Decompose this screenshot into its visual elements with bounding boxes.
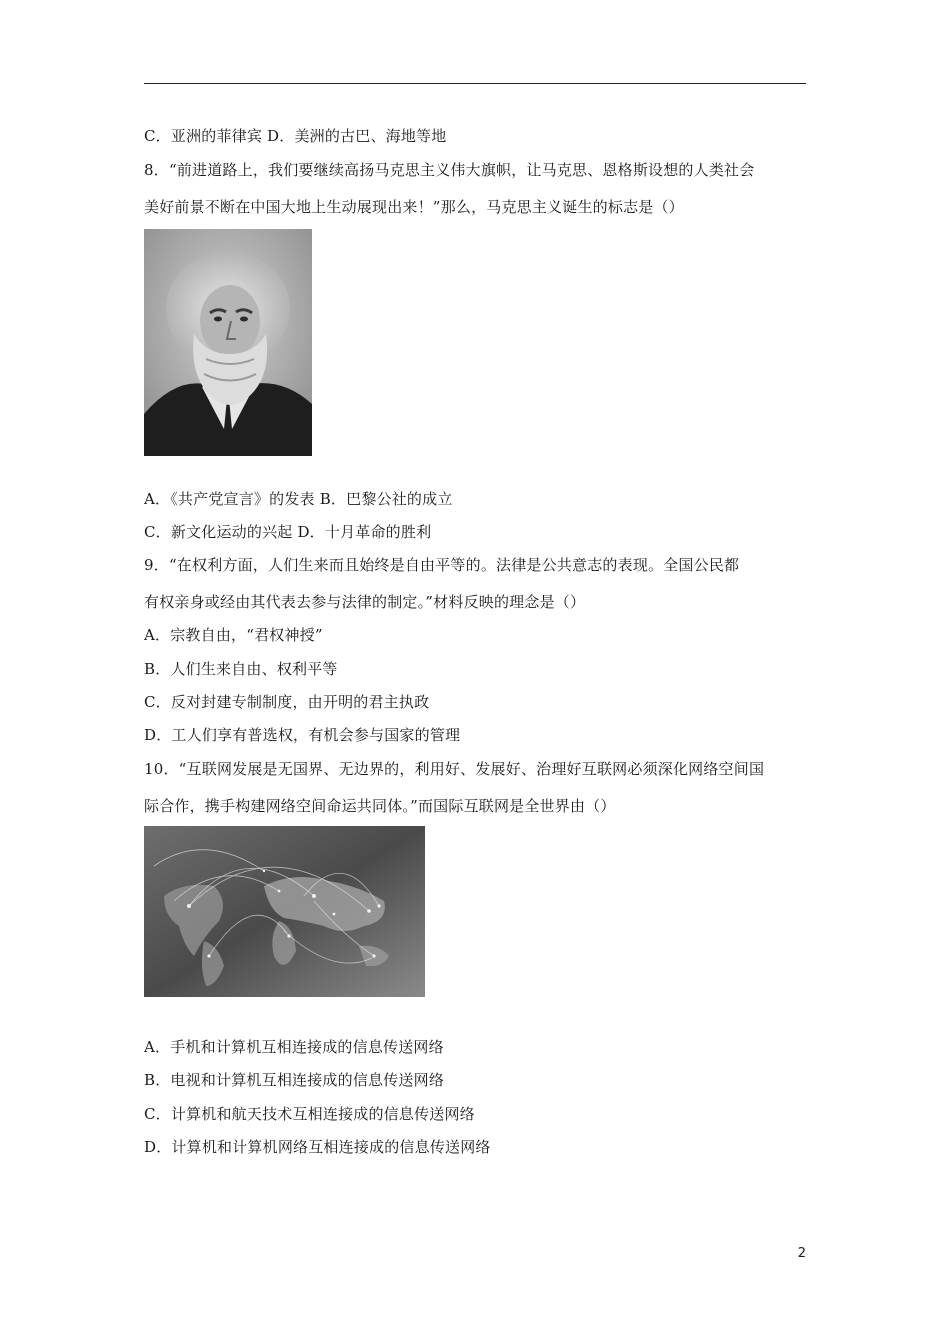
q10-stem-line-1: 10．“互联网发展是无国界、无边界的，利用好、发展好、治理好互联网必须深化网络空间国 xyxy=(144,760,765,778)
q9-option-d: D．工人们享有普选权，有机会参与国家的管理 xyxy=(144,726,461,744)
q8-stem-line-2: 美好前景不断在中国大地上生动展现出来！”那么，马克思主义诞生的标志是（） xyxy=(144,198,684,216)
q9-stem-line-2: 有权亲身或经由其代表去参与法律的制定。”材料反映的理念是（） xyxy=(144,593,586,611)
q10-option-b: B．电视和计算机互相连接成的信息传送网络 xyxy=(144,1071,445,1089)
portrait-photo-icon xyxy=(144,229,312,456)
q10-option-d: D．计算机和计算机网络互相连接成的信息传送网络 xyxy=(144,1138,491,1156)
q10-stem-line-2: 际合作，携手构建网络空间命运共同体。”而国际互联网是全世界由（） xyxy=(144,797,616,815)
q8-stem-line-1: 8．“前进道路上，我们要继续高扬马克思主义伟大旗帜，让马克思、恩格斯设想的人类社会 xyxy=(144,161,755,179)
marx-portrait-image xyxy=(144,229,312,456)
q10-option-c: C．计算机和航天技术互相连接成的信息传送网络 xyxy=(144,1105,475,1123)
world-network-map-image xyxy=(144,826,425,997)
world-network-map-icon xyxy=(144,826,425,997)
q8-option-ab: A．《共产党宣言》的发表 B．巴黎公社的成立 xyxy=(144,490,453,508)
q8-option-cd: C．新文化运动的兴起 D．十月革命的胜利 xyxy=(144,523,432,541)
q9-option-a: A．宗教自由，“君权神授” xyxy=(144,626,323,644)
page-number: 2 xyxy=(797,1246,806,1261)
q9-option-b: B．人们生来自由、权利平等 xyxy=(144,660,338,678)
q7-option-cd: C．亚洲的菲律宾 D．美洲的古巴、海地等地 xyxy=(144,127,447,145)
q9-option-c: C．反对封建专制制度，由开明的君主执政 xyxy=(144,693,430,711)
header-rule xyxy=(144,83,806,84)
q9-stem-line-1: 9．“在权利方面，人们生来而且始终是自由平等的。法律是公共意志的表现。全国公民都 xyxy=(144,556,740,574)
q10-option-a: A．手机和计算机互相连接成的信息传送网络 xyxy=(144,1038,444,1056)
